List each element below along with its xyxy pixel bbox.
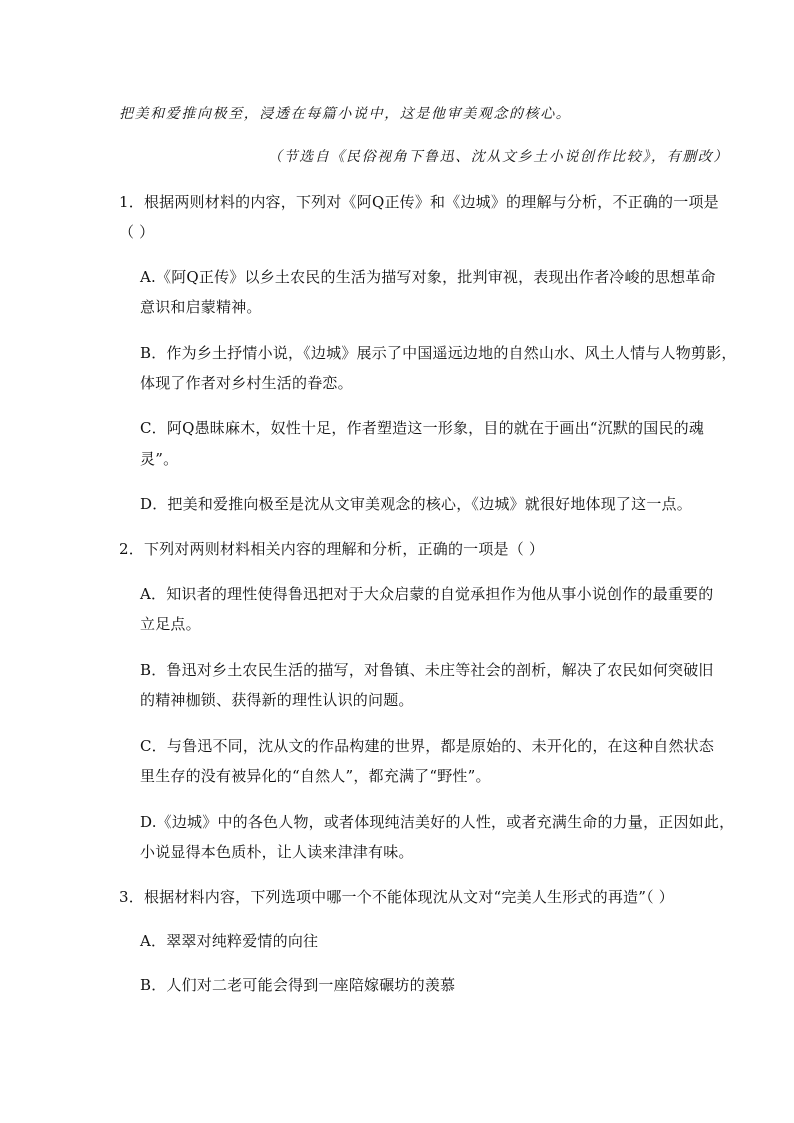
question-2-stem: 2．下列对两则材料相关内容的理解和分析，正确的一项是（ ） <box>119 540 545 558</box>
question-3-option-a: A．翠翠对纯粹爱情的向往 <box>140 932 319 950</box>
question-2-option-b-line-1: B．鲁迅对乡土农民生活的描写，对鲁镇、未庄等社会的剖析，解决了农民如何突破旧 <box>140 661 714 679</box>
question-1-option-c-line-1: C．阿Q愚昧麻木，奴性十足，作者塑造这一形象，目的就在于画出“沉默的国民的魂 <box>140 419 705 437</box>
source-citation: （节选自《民俗视角下鲁迅、沈从文乡土小说创作比较》，有删改） <box>268 149 729 165</box>
question-2-option-d-line-1: D.《边城》中的各色人物，或者体现纯洁美好的人性，或者充满生命的力量，正因如此， <box>140 813 735 831</box>
question-1-option-b-line-2: 体现了作者对乡村生活的眷恋。 <box>140 374 353 392</box>
question-2-option-c-line-1: C．与鲁迅不同，沈从文的作品构建的世界，都是原始的、未开化的，在这种自然状态 <box>140 737 715 755</box>
question-1-option-a-line-1: A.《阿Q正传》以乡土农民的生活为描写对象，批判审视，表现出作者冷峻的思想革命 <box>140 268 716 286</box>
question-2-option-c-line-2: 里生存的没有被异化的“自然人”，都充满了“野性”。 <box>140 767 491 785</box>
question-1-option-a-line-2: 意识和启蒙精神。 <box>140 298 262 316</box>
question-3-stem: 3．根据材料内容，下列选项中哪一个不能体现沈从文对“完美人生形式的再造”（ ） <box>119 888 674 906</box>
question-1-option-b-line-1: B．作为乡土抒情小说，《边城》展示了中国遥远边地的自然山水、风土人情与人物剪影， <box>140 344 737 362</box>
question-3-option-b: B．人们对二老可能会得到一座陪嫁碾坊的羡慕 <box>140 976 456 994</box>
question-1-option-c-line-2: 灵”。 <box>140 450 179 468</box>
question-1-stem-line-2: （ ） <box>119 223 155 241</box>
question-1-stem-line-1: 1．根据两则材料的内容，下列对《阿Q正传》和《边城》的理解与分析，不正确的一项是 <box>119 193 719 211</box>
question-2-option-d-line-2: 小说显得本色质朴，让人读来津津有味。 <box>140 843 414 861</box>
question-1-option-d-line-1: D．把美和爱推向极至是沈从文审美观念的核心，《边城》就很好地体现了这一点。 <box>140 495 692 513</box>
question-2-option-b-line-2: 的精神枷锁、获得新的理性认识的问题。 <box>140 691 414 709</box>
intro-line: 把美和爱推向极至，浸透在每篇小说中，这是他审美观念的核心。 <box>119 106 572 122</box>
question-2-option-a-line-2: 立足点。 <box>140 615 201 633</box>
question-2-option-a-line-1: A．知识者的理性使得鲁迅把对于大众启蒙的自觉承担作为他从事小说创作的最重要的 <box>140 585 714 603</box>
